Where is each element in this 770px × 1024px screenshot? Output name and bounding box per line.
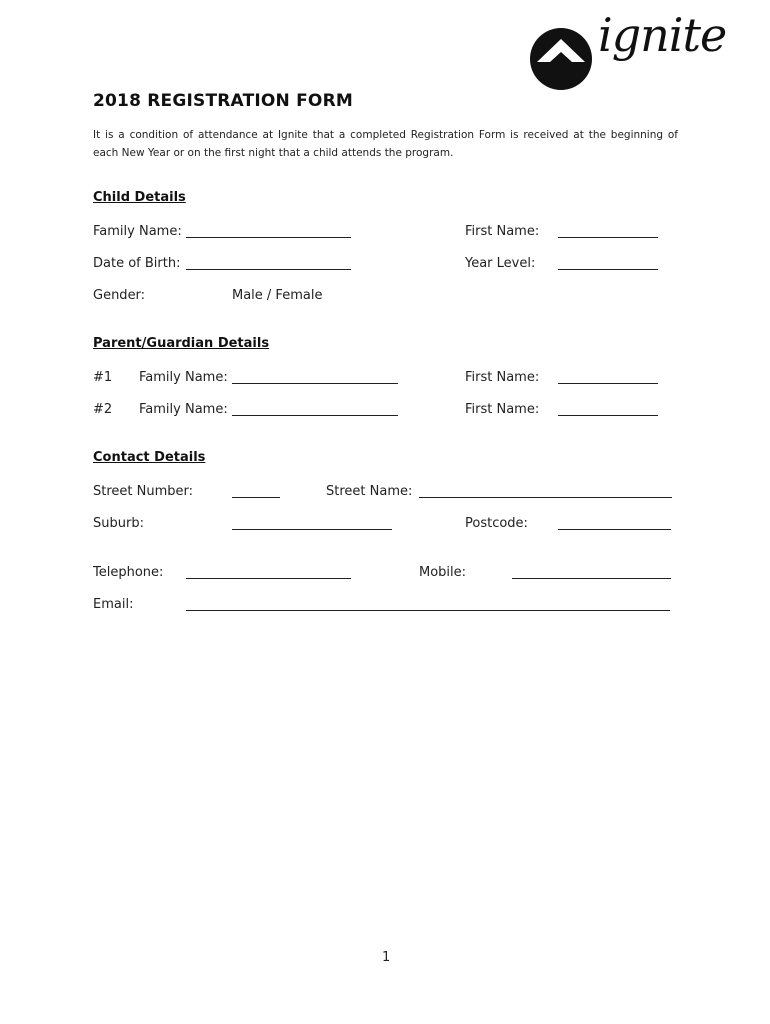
parent-details-heading: Parent/Guardian Details [93,336,270,351]
mobile-field[interactable] [512,578,671,579]
street-name-label: Street Name: [326,484,413,499]
email-label: Email: [93,597,134,612]
parent-1-family-name-label: Family Name: [139,370,228,385]
brand-wordmark: ignite [598,8,727,62]
parent-1-first-name-field[interactable] [558,383,658,384]
child-gender-options[interactable]: Male / Female [232,288,323,303]
street-name-field[interactable] [419,497,672,498]
mountain-circle-icon [528,26,598,96]
child-details-heading: Child Details [93,190,186,205]
street-number-field[interactable] [232,497,280,498]
street-number-label: Street Number: [93,484,194,499]
parent-2-first-name-label: First Name: [465,402,540,417]
telephone-field[interactable] [186,578,351,579]
child-family-name-label: Family Name: [93,224,182,239]
parent-2-family-name-field[interactable] [232,415,398,416]
child-first-name-field[interactable] [558,237,658,238]
child-gender-label: Gender: [93,288,146,303]
parent-2-first-name-field[interactable] [558,415,658,416]
telephone-label: Telephone: [93,565,164,580]
child-dob-field[interactable] [186,269,351,270]
parent-2-family-name-label: Family Name: [139,402,228,417]
mobile-label: Mobile: [419,565,467,580]
email-field[interactable] [186,610,670,611]
suburb-label: Suburb: [93,516,144,531]
child-dob-label: Date of Birth: [93,256,181,271]
page-number: 1 [382,950,391,965]
postcode-field[interactable] [558,529,671,530]
child-year-level-label: Year Level: [465,256,536,271]
contact-details-heading: Contact Details [93,450,206,465]
child-year-level-field[interactable] [558,269,658,270]
intro-text: It is a condition of attendance at Ignite that a completed Registration Form is received at the beginning of each New Year or on the first night that a child attends the program. [93,129,678,159]
child-family-name-field[interactable] [186,237,351,238]
page-title: 2018 REGISTRATION FORM [93,91,353,111]
parent-1-family-name-field[interactable] [232,383,398,384]
parent-1-first-name-label: First Name: [465,370,540,385]
child-first-name-label: First Name: [465,224,540,239]
suburb-field[interactable] [232,529,392,530]
postcode-label: Postcode: [465,516,528,531]
parent-2-number: #2 [93,402,113,417]
parent-1-number: #1 [93,370,113,385]
